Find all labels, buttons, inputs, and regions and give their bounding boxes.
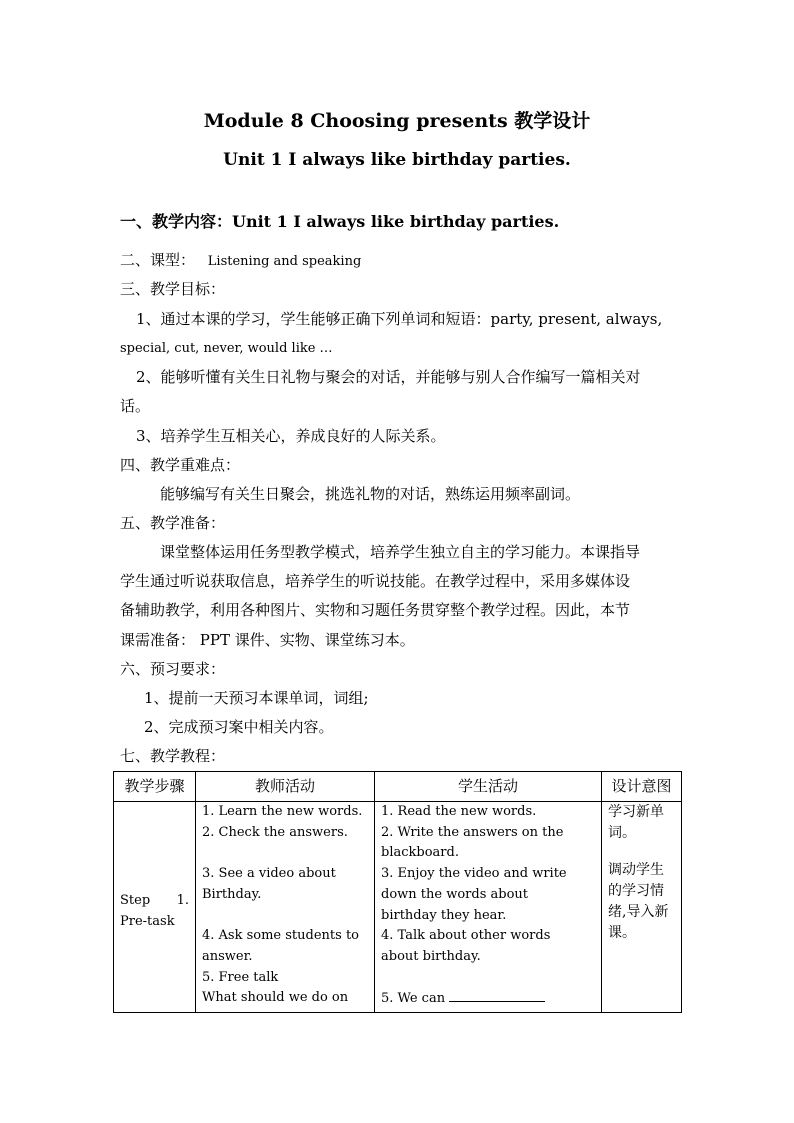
answer-blank: [449, 988, 545, 1002]
preview-item-1: 1、提前一天预习本课单词，词组;: [144, 689, 369, 707]
student-line: about birthday.: [381, 948, 481, 964]
teacher-activity-cell: [196, 802, 375, 1013]
table-header-row: [114, 772, 682, 802]
purpose-line: 的学习情: [608, 883, 664, 899]
teacher-line: answer.: [202, 948, 253, 964]
table-row: [114, 802, 682, 1013]
document-title: Module 8 Choosing presents 教学设计: [203, 110, 591, 132]
purpose-cell: [602, 802, 682, 1013]
goal-2-line-1: 2、能够听懂有关生日礼物与聚会的对话，并能够与别人合作编写一篇相关对: [136, 368, 641, 386]
teacher-line: Birthday.: [202, 886, 262, 902]
student-line: blackboard.: [381, 845, 459, 861]
section-type: [120, 250, 685, 272]
student-line: 2. Write the answers on the: [381, 824, 564, 840]
section-type-value: Listening and speaking: [207, 254, 362, 269]
student-activity-cell: [375, 802, 602, 1013]
header-purpose: 设计意图: [602, 772, 682, 802]
section-key-text: 能够编写有关生日聚会，挑选礼物的对话，熟练运用频率副词。: [160, 485, 581, 503]
section-key-label: 四、教学重难点：: [120, 456, 241, 474]
student-line: 1. Read the new words.: [381, 804, 537, 819]
step-number: 1.: [176, 893, 189, 909]
header-student: 学生活动: [375, 772, 602, 802]
teaching-process-table: [113, 771, 682, 1013]
header-teacher: 教师活动: [196, 772, 375, 802]
section-type-label: 二、课型：: [120, 251, 196, 269]
section-content: 一、教学内容：Unit 1 I always like birthday parties.: [120, 212, 560, 231]
student-line: 4. Talk about other words: [381, 928, 551, 944]
step-word: Step: [120, 893, 151, 909]
header-step: 教学步骤: [114, 772, 196, 802]
purpose-line: 学习新单: [608, 804, 664, 820]
student-line: 3. Enjoy the video and write: [381, 866, 567, 882]
goal-1-line-2: special, cut, never, would like …: [120, 341, 333, 356]
section-goals-label: 三、教学目标：: [120, 280, 226, 298]
document-subtitle: Unit 1 I always like birthday parties.: [223, 150, 571, 170]
prep-line-2: 学生通过听说获取信息，培养学生的听说技能。在教学过程中，采用多媒体设: [120, 572, 631, 590]
teacher-line: 2. Check the answers.: [202, 824, 348, 840]
student-line: down the words about: [381, 886, 528, 902]
goal-3: 3、培养学生互相关心，养成良好的人际关系。: [136, 427, 446, 445]
student-line: birthday they hear.: [381, 907, 507, 923]
step-name: Pre-task: [120, 914, 175, 929]
section-prep-label: 五、教学准备：: [120, 514, 226, 532]
prep-line-3: 备辅助教学，利用各种图片、实物和习题任务贯穿整个教学过程。因此，本节: [120, 601, 631, 619]
teacher-line: 4. Ask some students to: [202, 928, 359, 944]
purpose-line: 词。: [608, 825, 636, 841]
teacher-line: 1. Learn the new words.: [202, 804, 363, 819]
student-line-text: 5. We can: [381, 991, 446, 1007]
section-preview-label: 六、预习要求：: [120, 660, 226, 678]
teacher-line: What should we do on: [202, 990, 349, 1006]
section-process-label: 七、教学教程：: [120, 747, 226, 765]
purpose-line: 绪,导入新: [608, 904, 669, 920]
purpose-line: 调动学生: [608, 862, 664, 878]
student-line: [381, 988, 595, 1010]
preview-item-2: 2、完成预习案中相关内容。: [144, 718, 334, 736]
purpose-line: 课。: [608, 925, 636, 941]
goal-1-line-1: 1、通过本课的学习，学生能够正确下列单词和短语：party, present, always,: [136, 310, 663, 328]
teacher-line: 3. See a video about: [202, 866, 336, 882]
prep-line-4: 课需准备： PPT 课件、实物、课堂练习本。: [120, 631, 415, 649]
step-cell: [114, 802, 196, 1013]
prep-line-1: 课堂整体运用任务型教学模式，培养学生独立自主的学习能力。本课指导: [160, 543, 641, 561]
teacher-line: 5. Free talk: [202, 969, 279, 985]
goal-2-line-2: 话。: [120, 397, 151, 415]
